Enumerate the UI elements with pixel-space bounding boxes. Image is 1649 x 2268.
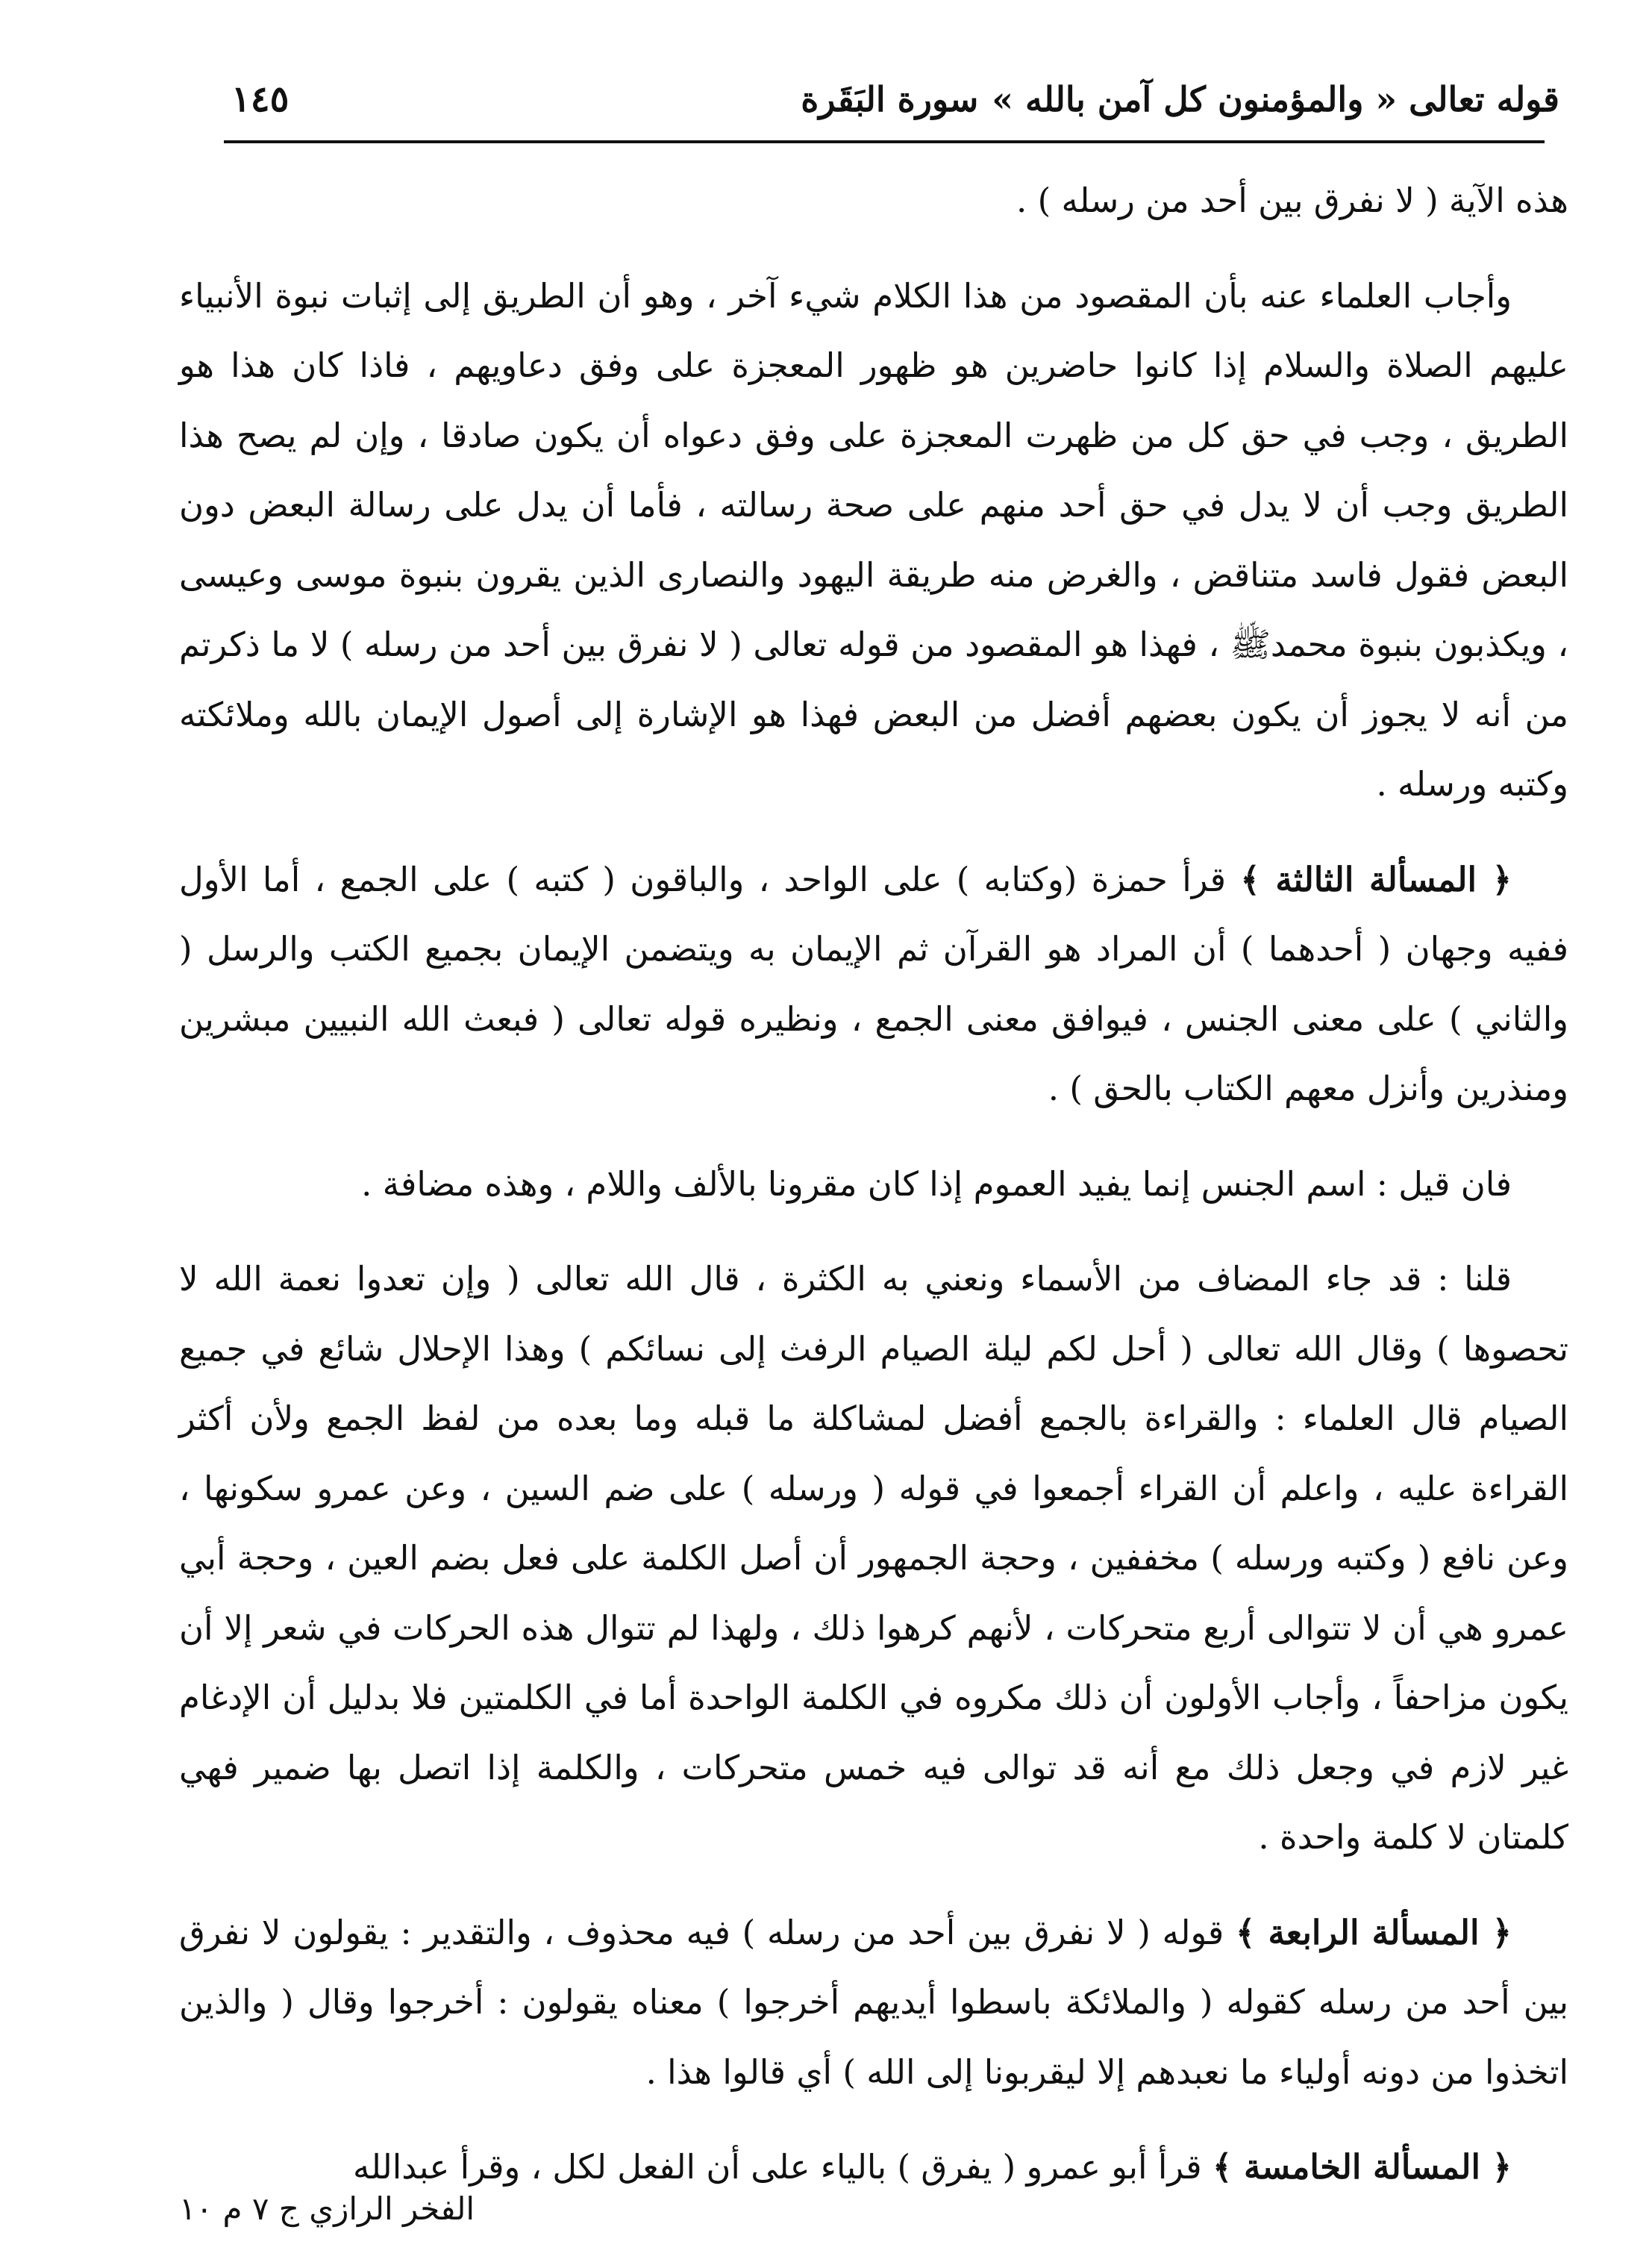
heading-fifth-question: ﴿ المسألة الخامسة ﴾: [1212, 2147, 1512, 2187]
fourth-question-text: قوله ( لا نفرق بين أحد من رسله ) فيه محذوف ، والتقدير : يقولون لا نفرق بين أحد من رسله كقوله ( والملائكة باسطوا أيديهم أخرجوا ) معناه يقولون : أخرجوا وقال ( والذين اتخذوا من دونه أولياء ما نعبدهم إلا ليقربونا إلى الله ) أي قالوا هذا .: [179, 1912, 1568, 2092]
paragraph-reply: قلنا : قد جاء المضاف من الأسماء ونعني به الكثرة ، قال الله تعالى ( وإن تعدوا نعمة الله لا تحصوها ) وقال الله تعالى ( أحل لكم ليلة الصيام الرفث إلى نسائكم ) وهذا الإحلال شائع في جميع الصيام قال العلماء : والقراءة بالجمع أفضل لمشاكلة ما قبله وما بعده من لفظ الجمع ولأن أكثر القراءة عليه ، واعلم أن القراء أجمعوا في قوله ( ورسله ) على ضم السين ، وعن عمرو سكونها ، وعن نافع ( وكتبه ورسله ) مخففين ، وحجة الجمهور أن أصل الكلمة على فعل بضم العين ، وحجة أبي عمرو هي أن لا تتوالى أربع متحركات ، لأنهم كرهوا ذلك ، ولهذا لم تتوال هذه الحركات في شعر إلا أن يكون مزاحفاً ، وأجاب الأولون أن ذلك مكروه في الكلمة الواحدة أما في الكلمتين فلا بدليل أن الإدغام غير لازم في وجعل ذلك مع أنه قد توالى فيه خمس متحركات ، والكلمة إذا اتصل بها ضمير فهي كلمتان لا كلمة واحدة .: [179, 1259, 1568, 1857]
page-number: ١٤٥: [231, 78, 290, 120]
heading-third-question: ﴿ المسألة الثالثة ﴾: [1240, 859, 1512, 899]
paragraph-answer: وأجاب العلماء عنه بأن المقصود من هذا الكلام شيء آخر ، وهو أن الطريق إلى إثبات نبوة الأنبياء عليهم الصلاة والسلام إذا كانوا حاضرين هو ظهور المعجزة على وفق دعاويهم ، فاذا كان هذا هو الطريق ، وجب في حق كل من ظهرت المعجزة على وفق دعواه أن يكون صادقا ، وإن لم يصح هذا الطريق وجب أن لا يدل في حق أحد منهم على صحة رسالته ، فأما أن يدل على رسالة البعض دون البعض فقول فاسد متناقض ، والغرض منه طريقة اليهود والنصارى الذين يقرون بنبوة موسى وعيسى ، ويكذبون بنبوة محمدﷺ ، فهذا هو المقصود من قوله تعالى ( لا نفرق بين أحد من رسله ) لا ما ذكرتم من أنه لا يجوز أن يكون بعضهم أفضل من البعض فهذا هو الإشارة إلى أصول الإيمان بالله وملائكته وكتبه ورسله .: [179, 275, 1568, 804]
paragraph-objection: فان قيل : اسم الجنس إنما يفيد العموم إذا كان مقرونا بالألف واللام ، وهذه مضافة .: [361, 1163, 1512, 1204]
footer-signature: الفخر الرازي ج ٧ م ١٠: [179, 2190, 475, 2227]
paragraph-third-question: [179, 845, 1568, 1124]
header-rule: [224, 140, 1545, 143]
heading-fourth-question: ﴿ المسألة الرابعة ﴾: [1236, 1912, 1512, 1952]
main-text: [179, 166, 1568, 2202]
header-verse: قوله تعالى « والمؤمنون كل آمن بالله »: [992, 79, 1559, 119]
fifth-question-text: قرأ أبو عمرو ( يفرق ) بالياء على أن الفعل لكل ، وقرأ عبدالله: [353, 2147, 1202, 2187]
third-question-text: قرأ حمزة (وكتابه ) على الواحد ، والباقون ( كتبه ) على الجمع ، أما الأول ففيه وجهان ( أحدهما ) أن المراد هو القرآن ثم الإيمان به ويتضمن الإيمان بجميع الكتب والرسل ( والثاني ) على معنى الجنس ، فيوافق معنى الجمع ، ونظيره قوله تعالى ( فبعث الله النبيين مبشرين ومنذرين وأنزل معهم الكتاب بالحق ) .: [179, 859, 1568, 1108]
header-surah: سورة البَقَرة: [801, 79, 979, 119]
running-header: [216, 66, 1559, 133]
paragraph-fourth-question: [179, 1898, 1568, 2108]
header-title: [801, 66, 1559, 133]
paragraph-continuation: هذه الآية ( لا نفرق بين أحد من رسله ) .: [1016, 181, 1568, 220]
